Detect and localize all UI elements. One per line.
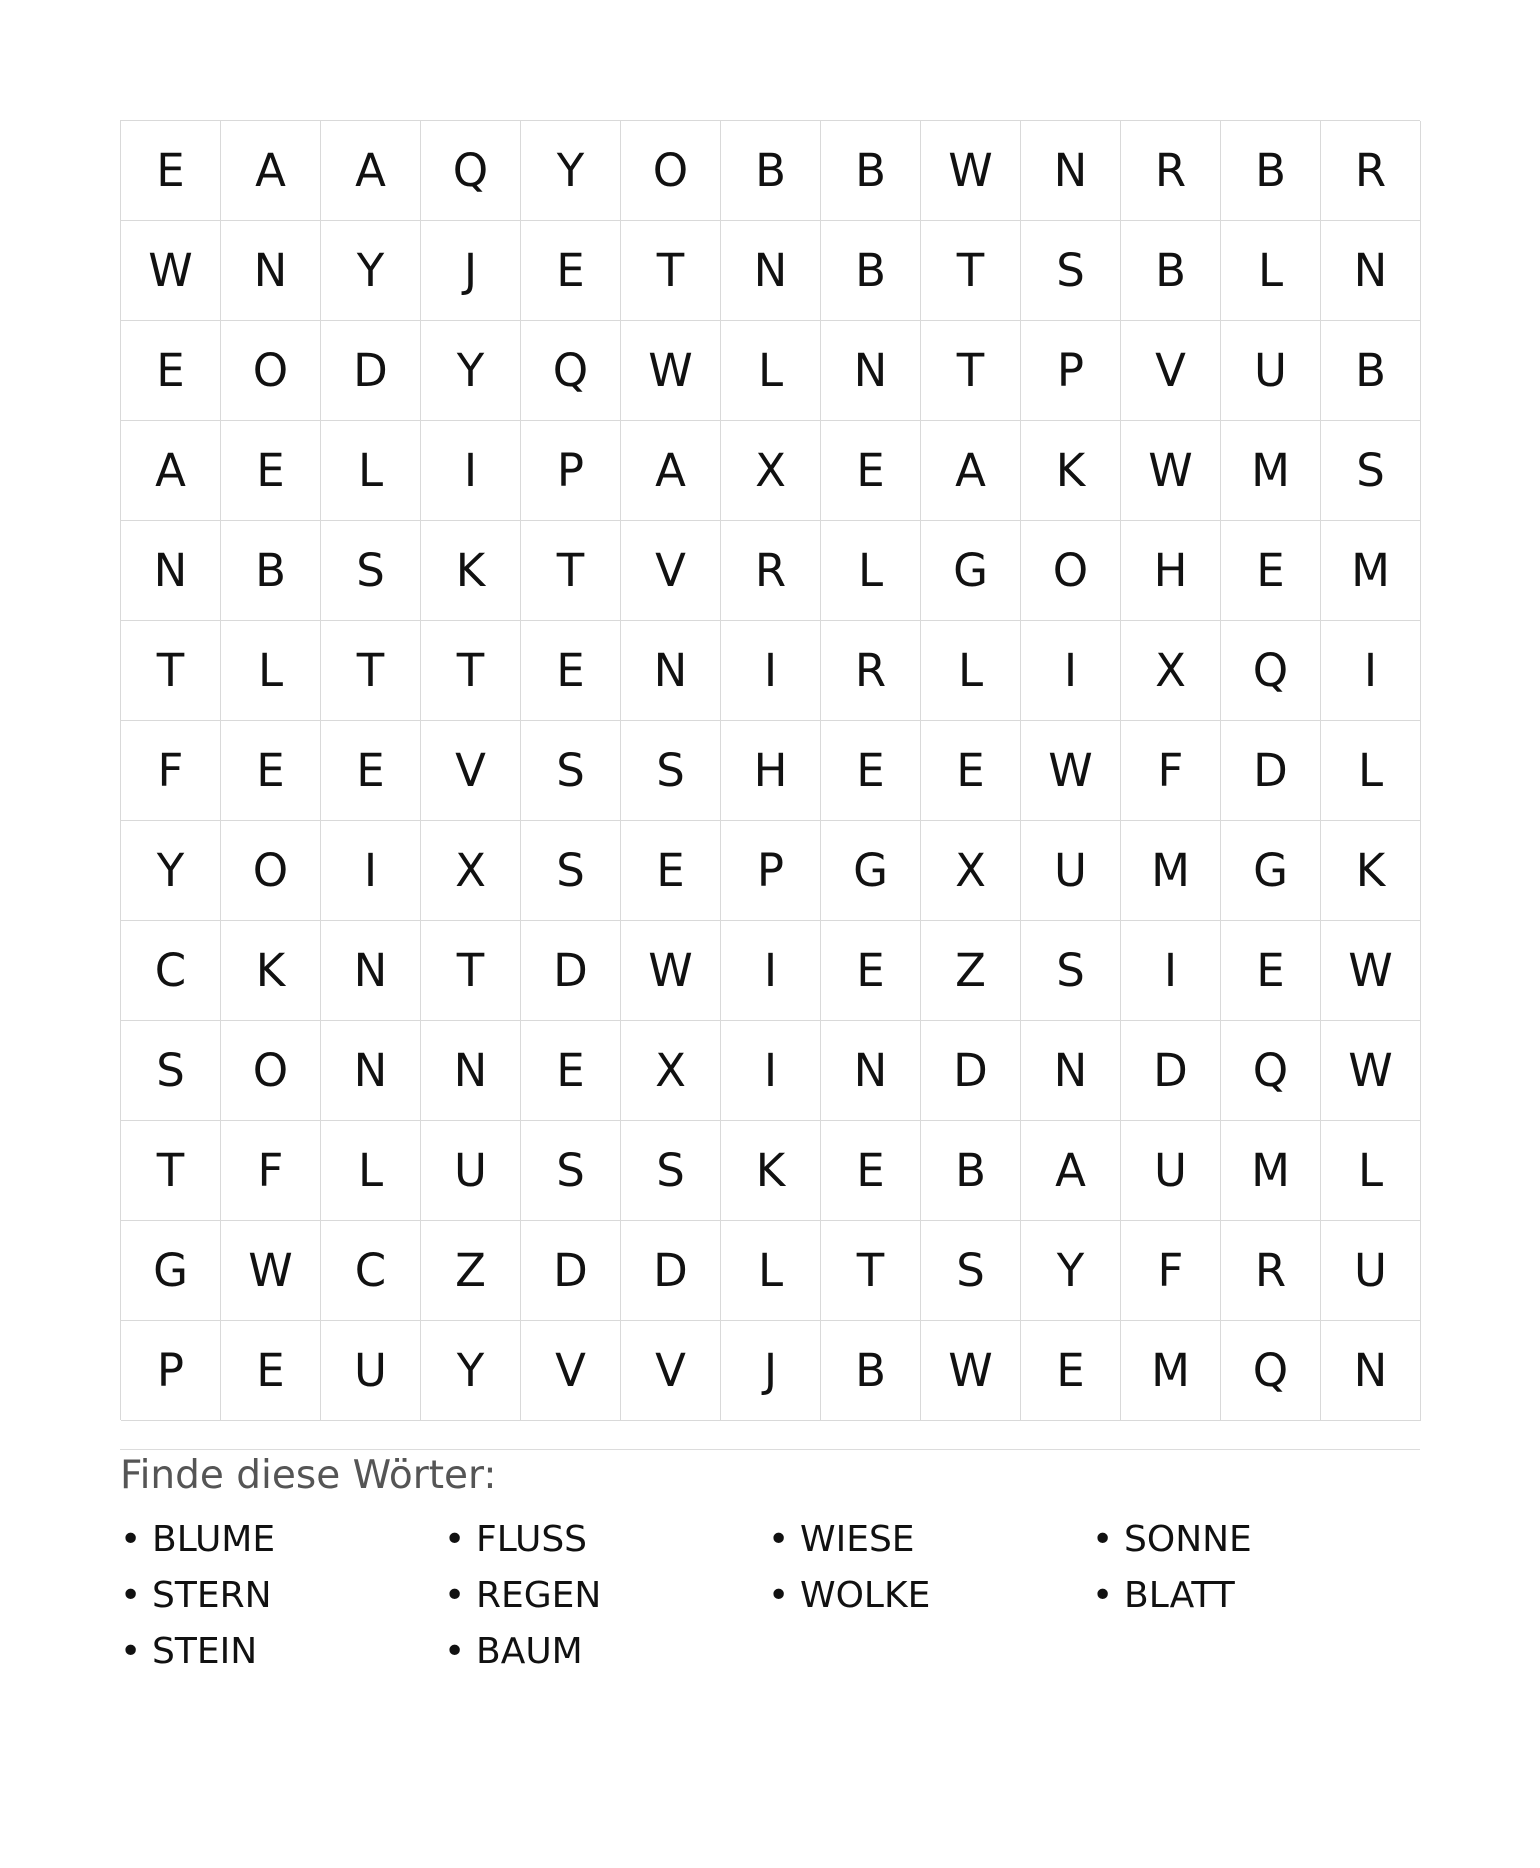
bullet-icon: • <box>1092 1518 1114 1560</box>
word-label: FLUSS <box>476 1518 588 1560</box>
grid-cell[interactable]: N <box>321 921 421 1021</box>
grid-cell[interactable]: S <box>1021 221 1121 321</box>
grid-cell[interactable]: L <box>921 621 1021 721</box>
grid-cell[interactable]: K <box>221 921 321 1021</box>
grid-cell[interactable]: T <box>921 221 1021 321</box>
grid-cell[interactable]: D <box>921 1021 1021 1121</box>
grid-cell[interactable]: E <box>121 321 221 421</box>
grid-cell[interactable]: S <box>121 1021 221 1121</box>
grid-cell[interactable]: G <box>821 821 921 921</box>
bullet-icon: • <box>1092 1574 1114 1616</box>
grid-cell[interactable]: N <box>1021 121 1121 221</box>
grid-cell[interactable]: E <box>821 421 921 521</box>
word-list-item <box>1092 1511 1416 1567</box>
grid-cell[interactable]: L <box>221 621 321 721</box>
grid-cell[interactable]: T <box>121 1121 221 1221</box>
word-label: BAUM <box>476 1630 583 1672</box>
grid-cell[interactable]: J <box>421 221 521 321</box>
grid-cell[interactable]: M <box>1121 1321 1221 1421</box>
grid-cell[interactable]: G <box>1221 821 1321 921</box>
word-list-item <box>444 1511 768 1567</box>
grid-cell[interactable]: I <box>721 1021 821 1121</box>
grid-cell[interactable]: X <box>621 1021 721 1121</box>
grid-cell[interactable]: S <box>521 721 621 821</box>
grid-cell[interactable]: B <box>921 1121 1021 1221</box>
bullet-icon: • <box>768 1518 790 1560</box>
grid-cell[interactable]: W <box>621 921 721 1021</box>
grid-cell[interactable]: U <box>1121 1121 1221 1221</box>
grid-cell[interactable]: A <box>921 421 1021 521</box>
grid-cell[interactable]: M <box>1121 821 1221 921</box>
grid-cell[interactable]: B <box>1221 121 1321 221</box>
grid-cell[interactable]: U <box>1021 821 1121 921</box>
grid-cell[interactable]: Q <box>421 121 521 221</box>
grid-cell[interactable]: W <box>1021 721 1121 821</box>
grid-cell[interactable]: E <box>1221 521 1321 621</box>
grid-cell[interactable]: E <box>821 721 921 821</box>
grid-cell[interactable]: L <box>1321 721 1421 821</box>
grid-cell[interactable]: S <box>521 1121 621 1221</box>
word-list-item <box>120 1511 444 1567</box>
grid-cell[interactable]: I <box>421 421 521 521</box>
grid-cell[interactable]: M <box>1221 421 1321 521</box>
grid-cell[interactable]: F <box>121 721 221 821</box>
grid-cell[interactable]: Y <box>421 1321 521 1421</box>
grid-cell[interactable]: V <box>421 721 521 821</box>
grid-cell[interactable]: O <box>221 1021 321 1121</box>
word-label: STEIN <box>152 1630 258 1672</box>
grid-cell[interactable]: N <box>721 221 821 321</box>
grid-cell[interactable]: W <box>1121 421 1221 521</box>
grid-cell[interactable]: T <box>921 321 1021 421</box>
grid-cell[interactable]: B <box>1321 321 1421 421</box>
word-search-grid <box>120 120 1420 1420</box>
grid-cell[interactable]: W <box>121 221 221 321</box>
grid-cell[interactable]: O <box>221 821 321 921</box>
grid-cell[interactable]: L <box>1221 221 1321 321</box>
bullet-icon: • <box>120 1630 142 1672</box>
grid-cell[interactable]: D <box>321 321 421 421</box>
grid-cell[interactable]: E <box>221 421 321 521</box>
grid-cell[interactable]: U <box>1221 321 1321 421</box>
grid-cell[interactable]: A <box>1021 1121 1121 1221</box>
grid-cell[interactable]: N <box>221 221 321 321</box>
grid-cell[interactable]: D <box>1221 721 1321 821</box>
grid-cell[interactable]: Y <box>421 321 521 421</box>
word-label: STERN <box>152 1574 272 1616</box>
bullet-icon: • <box>120 1574 142 1616</box>
word-list-item <box>444 1567 768 1623</box>
grid-cell[interactable]: P <box>521 421 621 521</box>
word-list-item <box>768 1511 1092 1567</box>
grid-cell[interactable]: E <box>221 1321 321 1421</box>
grid-cell[interactable]: K <box>721 1121 821 1221</box>
grid-cell[interactable]: Y <box>121 821 221 921</box>
grid-cell[interactable]: I <box>321 821 421 921</box>
grid-cell[interactable]: I <box>1121 921 1221 1021</box>
grid-cell[interactable]: F <box>1121 721 1221 821</box>
grid-cell[interactable]: A <box>221 121 321 221</box>
grid-cell[interactable]: L <box>721 321 821 421</box>
grid-cell[interactable]: R <box>1221 1221 1321 1321</box>
grid-cell[interactable]: P <box>1021 321 1121 421</box>
grid-cell[interactable]: N <box>321 1021 421 1121</box>
word-list-item <box>120 1623 444 1679</box>
grid-cell[interactable]: B <box>821 221 921 321</box>
divider <box>120 1449 1420 1450</box>
grid-cell[interactable]: B <box>221 521 321 621</box>
grid-cell[interactable]: M <box>1221 1121 1321 1221</box>
word-label: WOLKE <box>800 1574 931 1616</box>
grid-cell[interactable]: K <box>421 521 521 621</box>
grid-cell[interactable]: U <box>321 1321 421 1421</box>
grid-cell[interactable]: B <box>821 121 921 221</box>
bullet-icon: • <box>444 1630 466 1672</box>
grid-cell[interactable]: I <box>721 621 821 721</box>
grid-cell[interactable]: W <box>1321 1021 1421 1121</box>
grid-cell[interactable]: S <box>921 1221 1021 1321</box>
word-list-item <box>444 1623 768 1679</box>
grid-cell[interactable]: X <box>921 821 1021 921</box>
grid-cell[interactable]: B <box>821 1321 921 1421</box>
grid-cell[interactable]: U <box>1321 1221 1421 1321</box>
grid-cell[interactable]: F <box>1121 1221 1221 1321</box>
grid-cell[interactable]: E <box>821 1121 921 1221</box>
grid-cell[interactable]: E <box>321 721 421 821</box>
grid-cell[interactable]: W <box>221 1221 321 1321</box>
grid-cell[interactable]: H <box>1121 521 1221 621</box>
grid-cell[interactable]: D <box>521 921 621 1021</box>
grid-cell[interactable]: H <box>721 721 821 821</box>
word-label: REGEN <box>476 1574 602 1616</box>
bullet-icon: • <box>768 1574 790 1616</box>
grid-cell[interactable]: W <box>1321 921 1421 1021</box>
grid-cell[interactable]: X <box>1121 621 1221 721</box>
word-label: BLATT <box>1124 1574 1235 1616</box>
grid-cell[interactable]: E <box>821 921 921 1021</box>
grid-cell[interactable]: V <box>521 1321 621 1421</box>
grid-cell[interactable]: T <box>421 621 521 721</box>
word-list-item <box>120 1567 444 1623</box>
grid-cell[interactable]: L <box>321 1121 421 1221</box>
word-list-item <box>768 1567 1092 1623</box>
grid-cell[interactable]: N <box>621 621 721 721</box>
grid-cell[interactable]: R <box>821 621 921 721</box>
word-label: SONNE <box>1124 1518 1252 1560</box>
grid-cell[interactable]: E <box>121 121 221 221</box>
grid-cell[interactable]: W <box>921 121 1021 221</box>
grid-cell[interactable]: O <box>621 121 721 221</box>
grid-cell[interactable]: V <box>621 521 721 621</box>
grid-cell[interactable]: S <box>621 1121 721 1221</box>
grid-cell[interactable]: W <box>621 321 721 421</box>
grid-cell[interactable]: X <box>721 421 821 521</box>
grid-cell[interactable]: G <box>921 521 1021 621</box>
grid-cell[interactable]: P <box>721 821 821 921</box>
grid-cell[interactable]: S <box>521 821 621 921</box>
word-list-item <box>1092 1567 1416 1623</box>
grid-cell[interactable]: R <box>1121 121 1221 221</box>
grid-cell[interactable]: B <box>721 121 821 221</box>
grid-cell[interactable]: E <box>621 821 721 921</box>
grid-cell[interactable]: N <box>821 321 921 421</box>
grid-cell[interactable]: A <box>621 421 721 521</box>
grid-cell[interactable]: R <box>721 521 821 621</box>
grid-cell[interactable]: P <box>121 1321 221 1421</box>
bullet-icon: • <box>444 1574 466 1616</box>
grid-cell[interactable]: A <box>121 421 221 521</box>
word-list <box>120 1511 1420 1679</box>
grid-cell[interactable]: S <box>621 721 721 821</box>
grid-cell[interactable]: M <box>1321 521 1421 621</box>
grid-cell[interactable]: N <box>121 521 221 621</box>
word-list-heading: Finde diese Wörter: <box>120 1453 497 1498</box>
grid-cell[interactable]: G <box>121 1221 221 1321</box>
grid-cell[interactable]: E <box>521 1021 621 1121</box>
grid-cell[interactable]: E <box>1221 921 1321 1021</box>
grid-cell[interactable]: L <box>721 1221 821 1321</box>
grid-cell[interactable]: Q <box>1221 1021 1321 1121</box>
grid-cell[interactable]: B <box>1121 221 1221 321</box>
grid-cell[interactable]: L <box>821 521 921 621</box>
grid-cell[interactable]: F <box>221 1121 321 1221</box>
grid-cell[interactable]: T <box>621 221 721 321</box>
grid-cell[interactable]: Q <box>1221 621 1321 721</box>
grid-cell[interactable]: K <box>1021 421 1121 521</box>
grid-cell[interactable]: S <box>1321 421 1421 521</box>
grid-cell[interactable]: D <box>621 1221 721 1321</box>
grid-cell[interactable]: Q <box>521 321 621 421</box>
grid-cell[interactable]: Y <box>521 121 621 221</box>
grid-cell[interactable]: S <box>1021 921 1121 1021</box>
grid-cell[interactable]: V <box>621 1321 721 1421</box>
grid-cell[interactable]: N <box>1021 1021 1121 1121</box>
bullet-icon: • <box>444 1518 466 1560</box>
grid-cell[interactable]: L <box>321 421 421 521</box>
grid-cell[interactable]: E <box>1021 1321 1121 1421</box>
grid-cell[interactable]: N <box>421 1021 521 1121</box>
grid-cell[interactable]: I <box>721 921 821 1021</box>
grid-cell[interactable]: A <box>321 121 421 221</box>
grid-cell[interactable]: T <box>321 621 421 721</box>
grid-cell[interactable]: L <box>1321 1121 1421 1221</box>
grid-cell[interactable]: Z <box>421 1221 521 1321</box>
grid-cell[interactable]: Q <box>1221 1321 1321 1421</box>
grid-cell[interactable]: E <box>521 221 621 321</box>
grid-cell[interactable]: Y <box>321 221 421 321</box>
grid-cell[interactable]: T <box>121 621 221 721</box>
grid-cell[interactable]: W <box>921 1321 1021 1421</box>
grid-cell[interactable]: D <box>1121 1021 1221 1121</box>
grid-cell[interactable]: N <box>1321 221 1421 321</box>
grid-cell[interactable]: E <box>921 721 1021 821</box>
grid-cell[interactable]: D <box>521 1221 621 1321</box>
grid-cell[interactable]: E <box>221 721 321 821</box>
grid-cell[interactable]: Z <box>921 921 1021 1021</box>
grid-cell[interactable]: R <box>1321 121 1421 221</box>
grid-cell[interactable]: I <box>1021 621 1121 721</box>
grid-cell[interactable]: K <box>1321 821 1421 921</box>
grid-cell[interactable]: C <box>321 1221 421 1321</box>
grid-cell[interactable]: E <box>521 621 621 721</box>
word-label: WIESE <box>800 1518 915 1560</box>
grid-cell[interactable]: N <box>821 1021 921 1121</box>
grid-cell[interactable]: T <box>821 1221 921 1321</box>
word-label: BLUME <box>152 1518 276 1560</box>
grid-cell[interactable]: T <box>421 921 521 1021</box>
grid-cell[interactable]: O <box>221 321 321 421</box>
grid-cell[interactable]: V <box>1121 321 1221 421</box>
grid-cell[interactable]: J <box>721 1321 821 1421</box>
grid-cell[interactable]: O <box>1021 521 1121 621</box>
grid-cell[interactable]: T <box>521 521 621 621</box>
grid-cell[interactable]: U <box>421 1121 521 1221</box>
grid-cell[interactable]: S <box>321 521 421 621</box>
grid-cell[interactable]: C <box>121 921 221 1021</box>
grid-cell[interactable]: X <box>421 821 521 921</box>
grid-cell[interactable]: I <box>1321 621 1421 721</box>
bullet-icon: • <box>120 1518 142 1560</box>
grid-cell[interactable]: Y <box>1021 1221 1121 1321</box>
grid-cell[interactable]: N <box>1321 1321 1421 1421</box>
